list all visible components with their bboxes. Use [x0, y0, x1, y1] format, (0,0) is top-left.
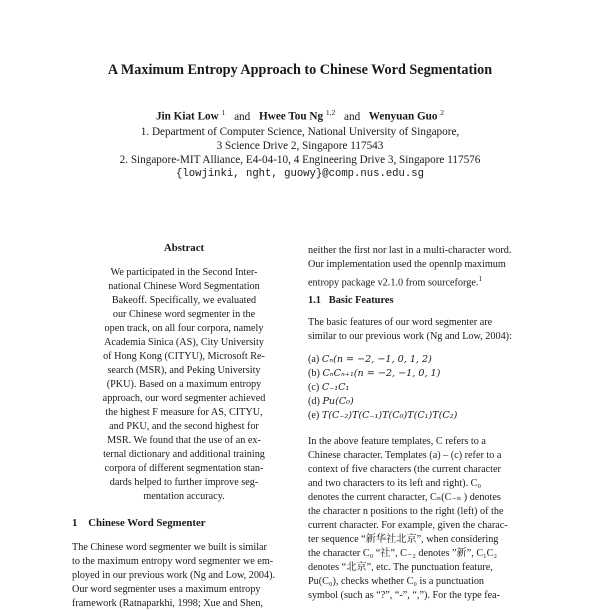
- abstract-line: search (MSR), and Peking University: [107, 365, 261, 376]
- abstract-line: MSR. We found that the use of an ex-: [107, 435, 261, 446]
- section-number: 1: [72, 517, 78, 529]
- feature-template: (a) Cₙ(n = −2, −1, 0, 1, 2): [308, 354, 432, 365]
- body-line: ployed in our previous work (Ng and Low, 2004).: [72, 570, 276, 581]
- abstract-line: Bakeoff. Specifically, we evaluated: [111, 295, 257, 306]
- body-line: The Chinese word segmenter we built is similar: [72, 542, 267, 553]
- abstract-line: national Chinese Word Segmentation: [108, 281, 260, 292]
- affiliation-line: 1. Department of Computer Science, National University of Singapore,: [140, 126, 460, 138]
- abstract-line: mentation accuracy.: [143, 491, 225, 502]
- author-email: {lowjinki, nght, guowy}@comp.nus.edu.sg: [176, 168, 424, 180]
- abstract-line: our Chinese word segmenter in the: [112, 309, 256, 320]
- affiliation-line: 3 Science Drive 2, Singapore 117543: [216, 140, 384, 152]
- body-line: neither the first nor last in a multi-character word.: [308, 245, 512, 256]
- author-affiliation-mark: 2: [440, 108, 445, 117]
- abstract-line: corpora of different segmentation stan-: [104, 463, 264, 474]
- body-line: Our word segmenter uses a maximum entropy: [72, 584, 261, 595]
- feature-template: (b) CₙCₙ₊₁(n = −2, −1, 0, 1): [308, 368, 441, 379]
- author-list: [0, 106, 600, 124]
- body-line: framework (Ratnaparkhi, 1998; Xue and Shen,: [72, 598, 263, 609]
- abstract-line: Academia Sinica (AS), City University: [104, 337, 264, 348]
- feature-formula: CₙCₙ₊₁(n = −2, −1, 0, 1): [322, 368, 441, 379]
- feature-template: (c) C₋₁C₁: [308, 382, 350, 393]
- body-line: denotes the current character, Cₙ(C₋ₙ ) denotes: [308, 492, 501, 503]
- body-line: the character n positions to the right (left) of the: [308, 506, 504, 517]
- feature-formula: T(C₋₂)T(C₋₁)T(C₀)T(C₁)T(C₂): [321, 410, 458, 421]
- body-line: and two characters to its left and right). C₀: [308, 478, 482, 489]
- abstract-line: open track, on all four corpora, namely: [104, 323, 264, 334]
- section-title: Chinese Word Segmenter: [88, 517, 206, 529]
- abstract-line: (PKU). Based on a maximum entropy: [106, 379, 262, 390]
- author-name: Wenyuan Guo: [368, 110, 438, 123]
- subsection-number: 1.1: [308, 295, 321, 306]
- feature-template: (e) T(C₋₂)T(C₋₁)T(C₀)T(C₁)T(C₂): [308, 410, 458, 421]
- body-line: symbol (such as “?”, “-”, “,”). For the type fea-: [308, 590, 501, 601]
- feature-formula: C₋₁C₁: [321, 382, 350, 393]
- abstract-heading: Abstract: [163, 242, 205, 254]
- body-line: context of five characters (the current character: [308, 464, 501, 475]
- author-separator: and: [344, 110, 361, 123]
- author-name: Hwee Tou Ng: [259, 110, 324, 123]
- body-line: In the above feature templates, C refers to a: [308, 436, 486, 447]
- author-name: Jin Kiat Low: [155, 110, 219, 123]
- feature-template: (d) Pu(C₀): [308, 396, 354, 407]
- abstract-line: ternal dictionary and additional training: [103, 449, 265, 460]
- author-affiliation-mark: 1,2: [325, 108, 336, 117]
- author-affiliation-mark: 1: [221, 108, 226, 117]
- affiliation-line: 2. Singapore-MIT Alliance, E4-04-10, 4 Engineering Drive 3, Singapore 117576: [119, 154, 481, 166]
- paper-title: A Maximum Entropy Approach to Chinese Word Segmentation: [107, 62, 493, 78]
- abstract-line: and PKU, and the second highest for: [109, 421, 259, 432]
- abstract-line: the highest F measure for AS, CITYU,: [105, 407, 263, 418]
- abstract-line: dards helped to further improve seg-: [109, 477, 259, 488]
- body-line: Pu(C₀), checks whether C₀ is a punctuation: [308, 576, 485, 587]
- author-separator: and: [234, 110, 251, 123]
- subsection-heading: [308, 295, 394, 306]
- abstract-line: We participated in the Second Inter-: [110, 267, 258, 278]
- body-line: the character C₀ “社”, C₋₂ denotes ”新”, C₁C₂: [308, 548, 498, 559]
- body-line: denotes “北京”, etc. The punctuation feature,: [308, 562, 493, 573]
- body-line: Chinese character. Templates (a) – (c) refer to a: [308, 450, 502, 461]
- body-line: The basic features of our word segmenter are: [308, 317, 493, 328]
- body-line: similar to our previous work (Ng and Low, 2004):: [308, 331, 512, 342]
- body-line: ter sequence “新华社北京”, when considering: [308, 534, 499, 545]
- abstract-line: approach, our word segmenter achieved: [102, 393, 266, 404]
- body-line: current character. For example, given the charac-: [308, 520, 508, 531]
- body-line: entropy package v2.1.0 from sourceforge.$^1$: [308, 274, 483, 289]
- feature-formula: Cₙ(n = −2, −1, 0, 1, 2): [321, 354, 432, 365]
- subsection-title: Basic Features: [328, 295, 394, 306]
- body-line: Our implementation used the opennlp maximum: [308, 259, 506, 270]
- footnote-mark: 1: [478, 274, 483, 283]
- section-heading: [72, 517, 206, 529]
- body-line: to the maximum entropy word segmenter we em-: [72, 556, 274, 567]
- abstract-line: of Hong Kong (CITYU), Microsoft Re-: [103, 351, 265, 362]
- feature-formula: Pu(C₀): [322, 396, 354, 407]
